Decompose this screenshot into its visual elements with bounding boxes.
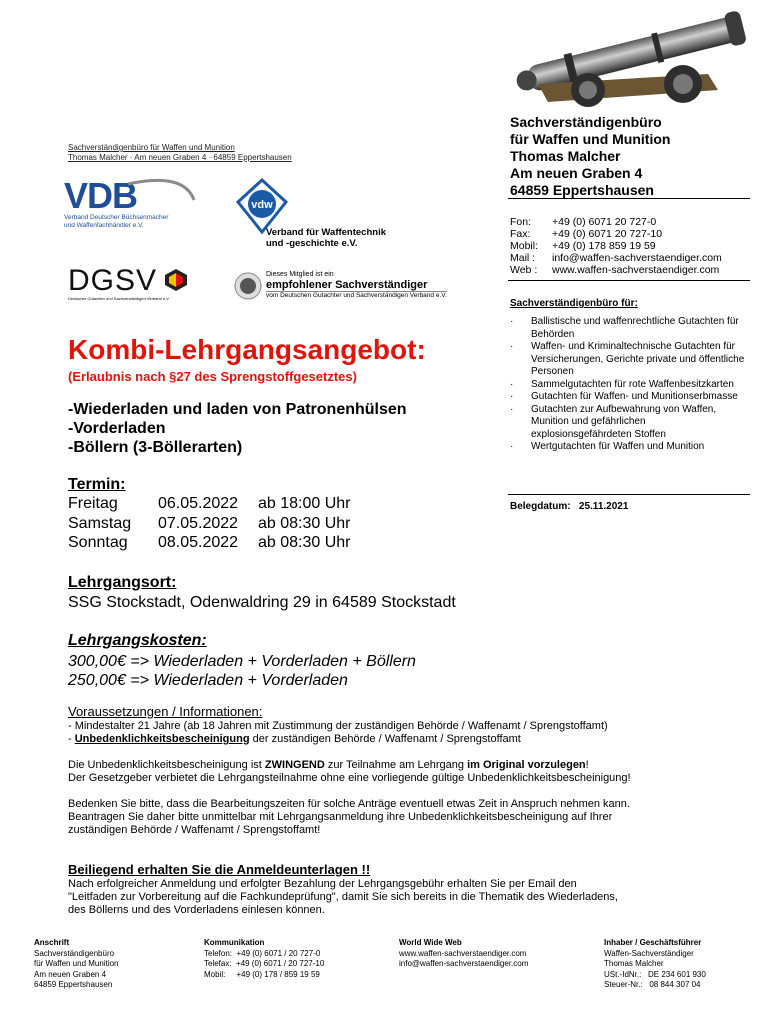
footer-line: 64859 Eppertshausen [34,980,113,989]
footer-line: Thomas Malcher [604,959,664,968]
contact-value: +49 (0) 6071 20 727-10 [552,228,663,240]
footer-line: für Waffen und Munition [34,959,119,968]
sender-line-1: Sachverständigenbüro für Waffen und Munition [68,143,235,152]
service-text: Wertgutachten für Waffen und Munition [531,441,705,452]
bullet-icon: · [510,316,514,327]
paragraph-2-line-3: zuständigen Behörde / Waffenamt / Sprengstoffamt! [68,824,321,836]
footer-heading: World Wide Web [399,938,462,947]
footer-line: Mobil: +49 (0) 178 / 859 19 59 [204,969,320,979]
termin-time: ab 18:00 Uhr [258,495,351,512]
office-title-line: 64859 Eppertshausen [510,182,654,198]
dgsv-logo-abbr: DGSV [68,264,158,297]
dgsv-emblem-icon [164,268,188,292]
list-item: -Wiederladen und laden von Patronenhülsen [68,401,407,418]
bullet-icon: · [510,441,514,452]
contact-label: Fax: [510,228,531,240]
vdb-logo [64,175,199,240]
p1-bold: ZWINGEND [264,759,325,771]
footer-heading: Kommunikation [204,938,265,947]
requirement-1: - Mindestalter 21 Jahre (ab 18 Jahren mit Zustimmung der zuständigen Behörde / Waffenamt / Sprengstoffamt) [68,720,608,732]
kosten-heading: Lehrgangskosten: [68,632,207,649]
table-row [68,514,351,534]
footer-line: Waffen-Sachverständiger [604,948,694,958]
bullet-icon: · [510,403,514,415]
list-item [508,341,748,379]
page-title: Kombi-Lehrgangsangebot: [68,334,426,365]
bullet-icon: · [510,341,514,352]
service-text: Gutachten für Waffen- und Munitionserbmasse [531,391,738,402]
vdw-name-line1: Verband für Waffentechnik [266,227,386,238]
vdw-shield-icon [236,178,288,234]
list-item [508,379,748,392]
divider [508,280,750,281]
contact-label: Mail : [510,252,536,264]
paragraph-2-line-1: Bedenken Sie bitte, dass die Bearbeitungszeiten für solche Anträge eventuell etwas Zeit in Anspruch nehmen kann. [68,798,630,810]
table-row [68,494,351,514]
list-item [508,316,748,341]
cannon-illustration [508,4,763,110]
beiliegend-line: "Leitfaden zur Vorbereitung auf die Fachkundeprüfung", damit Sie sich bereits in die Thematik des Wiederladens, [68,891,618,903]
termin-date: 07.05.2022 [158,514,239,532]
contact-row-web [510,264,722,276]
services-list [508,316,748,454]
kosten-list [68,652,416,690]
voraussetzungen-heading: Voraussetzungen / Informationen: [68,704,263,719]
footer-anschrift [34,938,119,991]
office-title-line: Thomas Malcher [510,148,621,164]
services-title: Sachverständigenbüro für: [510,298,638,309]
dgsv-logo [68,266,190,302]
termin-date: 06.05.2022 [158,495,239,512]
contact-email-link[interactable]: info@waffen-sachverstaendiger.com [552,252,722,264]
list-item: 250,00€ => Wiederladen + Vorderladen [68,672,348,689]
topics-list [68,400,407,457]
ort-heading: Lehrgangsort: [68,574,177,591]
p1-bold: im Original vorzulegen [467,759,586,771]
empfohlen-line3: vom Deutschen Gutachter und Sachverständigen Verband e.V. [266,292,447,299]
contact-block [510,216,722,276]
footer-heading: Inhaber / Geschäftsführer [604,938,702,947]
body-text [68,720,738,837]
termin-heading: Termin: [68,476,126,493]
termin-day: Freitag [68,495,118,512]
list-item: -Böllern (3-Böllerarten) [68,439,243,456]
office-title-line: für Waffen und Munition [510,131,671,147]
belegdatum-value: 25.11.2021 [578,501,629,512]
req2-bold: Unbedenklichkeitsbescheinigung [74,733,250,745]
empfohlen-line2: empfohlener Sachverständiger [266,279,428,291]
req2-rest: der zuständigen Behörde / Waffenamt / Sprengstoffamt [249,733,521,745]
contact-row-mobil [510,240,722,252]
footer-line: Steuer-Nr.: 08 844 307 04 [604,980,701,989]
empfohlen-badge [234,270,466,302]
vdb-logo-line2: und Waffenfachhändler e.V. [64,222,144,229]
service-text: Sammelgutachten für rote Waffenbesitzkarten [531,378,734,390]
list-item: -Vorderladen [68,420,166,437]
termin-table [68,494,351,553]
vdb-swoosh-icon [124,178,198,214]
office-name-block [510,114,750,199]
service-text: Waffen- und Kriminaltechnische Gutachten für Versicherungen, Gerichte private und öffentliche Personen [531,341,745,377]
termin-day: Sonntag [68,534,128,551]
footer-line: Telefax: +49 (0) 6071 / 20 727-10 [204,959,325,968]
contact-value: +49 (0) 6071 20 727-0 [552,216,657,228]
contact-row-mail [510,252,722,264]
paragraph-1 [68,759,738,772]
ort-text: SSG Stockstadt, Odenwaldring 29 in 64589 Stockstadt [68,594,456,611]
beiliegend-line: Nach erfolgreicher Anmeldung und erfolgter Bezahlung der Lehrgangsgebühr erhalten Sie per Email den [68,878,577,890]
contact-label: Fon: [510,216,532,228]
dgsv-seal-icon [234,272,262,300]
footer-heading: Anschrift [34,938,70,947]
bullet-icon: · [510,391,514,402]
belegdatum-label: Belegdatum: [510,501,571,512]
termin-day: Samstag [68,514,132,532]
page-subtitle: (Erlaubnis nach §27 des Sprengstoffgesetztes) [68,369,357,384]
footer-line: Am neuen Graben 4 [34,969,107,979]
list-item [508,391,748,404]
contact-web-link[interactable]: www.waffen-sachverstaendiger.com [552,264,720,276]
list-item: 300,00€ => Wiederladen + Vorderladen + Böllern [68,653,416,670]
list-item [508,404,748,442]
footer-kommunikation [204,938,324,980]
p1-text: ! [585,759,589,771]
beiliegend-line: des Böllerns und des Vorderladens einlesen können. [68,904,325,916]
contact-value: +49 (0) 178 859 19 59 [552,240,656,252]
footer-line: USt.-IdNr.: DE 234 601 930 [604,969,706,979]
vdw-name [266,227,386,249]
vdb-logo-line1: Verband Deutscher Büchsenmacher [64,214,169,221]
divider [508,198,750,199]
paragraph-2-line-2: Beantragen Sie daher bitte unmittelbar mit Lehrgangsanmeldung ihre Unbedenklichkeitsbescheinigung auf Ihrer [68,811,613,823]
sender-line-2: Thomas Malcher · Am neuen Graben 4 · 64859 Eppertshausen [68,153,292,162]
footer-web [399,938,528,970]
table-row [68,533,351,553]
empfohlen-line1: Dieses Mitglied ist ein [266,271,334,278]
office-title-line: Sachverständigenbüro [510,114,662,130]
req2-prefix: - [68,733,75,745]
office-title-line: Am neuen Graben 4 [510,165,643,181]
vdw-logo-abbr: vdw [251,199,273,211]
contact-label: Web : [510,264,538,276]
sender-address [68,143,292,163]
p1-text: Die Unbedenklichkeitsbescheinigung ist [68,759,265,771]
footer-web-link[interactable]: www.waffen-sachverstaendiger.com [399,948,527,958]
belegdatum [510,501,628,512]
footer-line: Sachverständigenbüro [34,948,115,958]
service-text: Gutachten zur Aufbewahrung von Waffen, Munition und gefährlichen explosionsgefährdeten Stoffen [531,403,717,440]
beiliegend-text [68,878,738,917]
footer-inhaber [604,938,706,991]
termin-time: ab 08:30 Uhr [258,514,351,532]
divider [508,494,750,495]
contact-row-fon [510,216,722,228]
contact-row-fax [510,228,722,240]
vdw-name-line2: und -geschichte e.V. [266,238,358,249]
beiliegend-heading: Beiliegend erhalten Sie die Anmeldeunterlagen !! [68,862,371,877]
service-text: Ballistische und waffenrechtliche Gutachten für Behörden [531,316,739,340]
p1-text: zur Teilnahme am Lehrgang [324,759,468,771]
vdb-logo-abbr: VDB [64,175,138,216]
termin-date: 08.05.2022 [158,534,239,551]
list-item [508,441,748,454]
dgsv-logo-subtitle: Deutscher Gutachter und Sachverständigen Verband e.V. [68,296,170,301]
bullet-icon: · [510,378,514,390]
contact-label: Mobil: [510,240,539,252]
paragraph-1-line-2: Der Gesetzgeber verbietet die Lehrgangsteilnahme ohne eine vorliegende gültige Unbedenklichkeitsbescheinigung! [68,772,631,784]
footer-email-link[interactable]: info@waffen-sachverstaendiger.com [399,959,529,968]
requirement-2 [68,733,738,746]
footer-line: Telefon: +49 (0) 6071 / 20 727-0 [204,948,321,958]
termin-time: ab 08:30 Uhr [258,534,351,551]
